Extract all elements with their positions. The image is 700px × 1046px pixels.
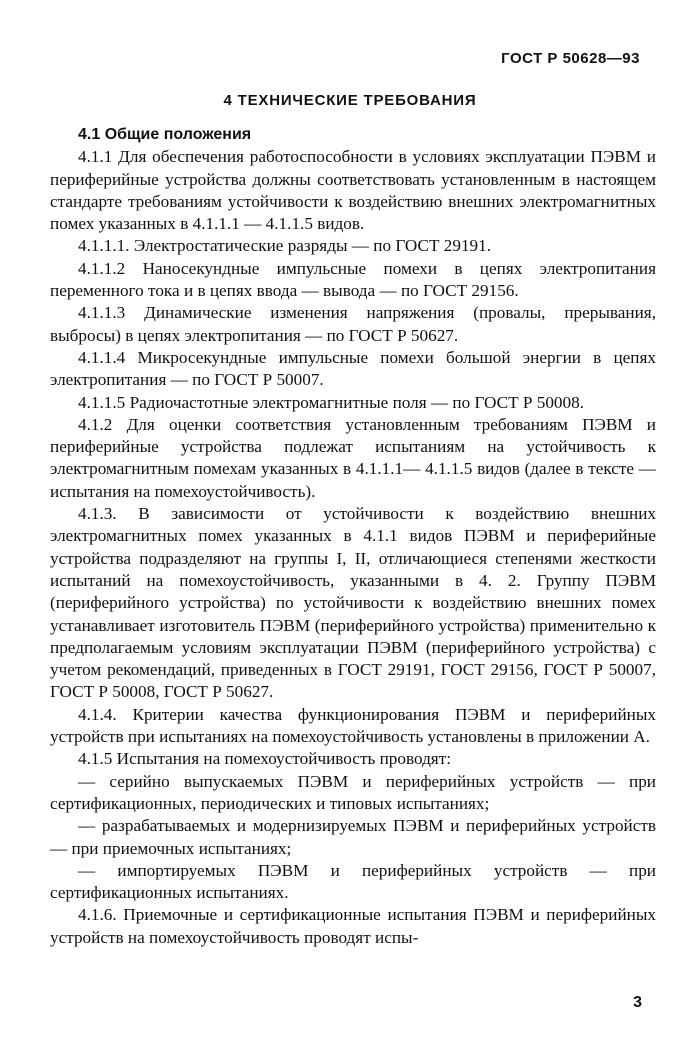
list-item-developed: — разрабатываемых и модернизируемых ПЭВМ и периферийных устройств — при приемочных испытаниях;	[50, 816, 656, 858]
clause-4-1-1-4: 4.1.1.4 Микросекундные импульсные помехи большой энергии в цепях электропитания — по ГОСТ Р 50007.	[50, 347, 656, 390]
clause-4-1-1-5: 4.1.1.5 Радиочастотные электромагнитные поля — по ГОСТ Р 50008.	[78, 392, 584, 412]
standard-header: ГОСТ Р 50628—93	[501, 50, 640, 67]
clause-4-1-1-1: 4.1.1.1. Электростатические разряды — по ГОСТ 29191.	[78, 236, 492, 256]
clause-4-1-1-2: 4.1.1.2 Наносекундные импульсные помехи в цепях электропитания переменного тока и в цепях ввода — вывода — по ГОСТ 29156.	[50, 258, 656, 301]
clause-4-1-2: 4.1.2 Для оценки соответствия установленным требованиям ПЭВМ и периферийные устройства подлежат испытаниям на устойчивость к электромагнитным помехам указанных в 4.1.1.1— 4.1.1.5 видов (далее в тексте — испытания на помехоустойчивость).	[50, 414, 656, 501]
list-item-serial: — серийно выпускаемых ПЭВМ и периферийных устройств — при сертификационных, периодических и типовых испытаниях;	[50, 771, 656, 813]
page-number: 3	[633, 994, 642, 1011]
section-title: 4 ТЕХНИЧЕСКИЕ ТРЕБОВАНИЯ	[223, 92, 477, 109]
clause-4-1-4: 4.1.4. Критерии качества функционирования ПЭВМ и периферийных устройств при испытаниях на помехоустойчивость установлены в приложении А.	[50, 704, 656, 747]
subsection-4-1-heading: 4.1 Общие положения	[78, 126, 252, 143]
clause-4-1-1: 4.1.1 Для обеспечения работоспособности в условиях эксплуатации ПЭВМ и периферийные устройства должны соответствовать установленным в настоящем стандарте требованиям устойчивости к воздействию внешних электромагнитных помех указанных в 4.1.1.1 — 4.1.1.5 видов.	[50, 147, 656, 234]
clause-4-1-5: 4.1.5 Испытания на помехоустойчивость проводят:	[78, 749, 452, 769]
document-body	[50, 124, 656, 949]
list-item-imported: — импортируемых ПЭВМ и периферийных устройств — при сертификационных испытаниях.	[50, 860, 656, 903]
clause-4-1-1-3: 4.1.1.3 Динамические изменения напряжения (провалы, прерывания, выбросы) в цепях электропитания — по ГОСТ Р 50627.	[50, 303, 656, 345]
clause-4-1-6: 4.1.6. Приемочные и сертификационные испытания ПЭВМ и периферийных устройств на помехоустойчивость проводят испы-	[50, 905, 656, 947]
clause-4-1-3: 4.1.3. В зависимости от устойчивости к воздействию внешних электромагнитных помех указанных в 4.1.1 видов ПЭВМ и периферийные устройства подразделяют на группы I, II, отличающиеся степенями жесткости испытаний на помехоустойчивость, указанными в 4. 2. Группу ПЭВМ (периферийного устройства) по устойчивости к воздействию внешних помех устанавливает изготовитель ПЭВМ (периферийного устройства) применительно к предполагаемым условиям эксплуатации ПЭВМ (периферийного устройства) с учетом рекомендаций, приведенных в ГОСТ 29191, ГОСТ 29156, ГОСТ Р 50007, ГОСТ Р 50008, ГОСТ Р 50627.	[50, 504, 656, 702]
